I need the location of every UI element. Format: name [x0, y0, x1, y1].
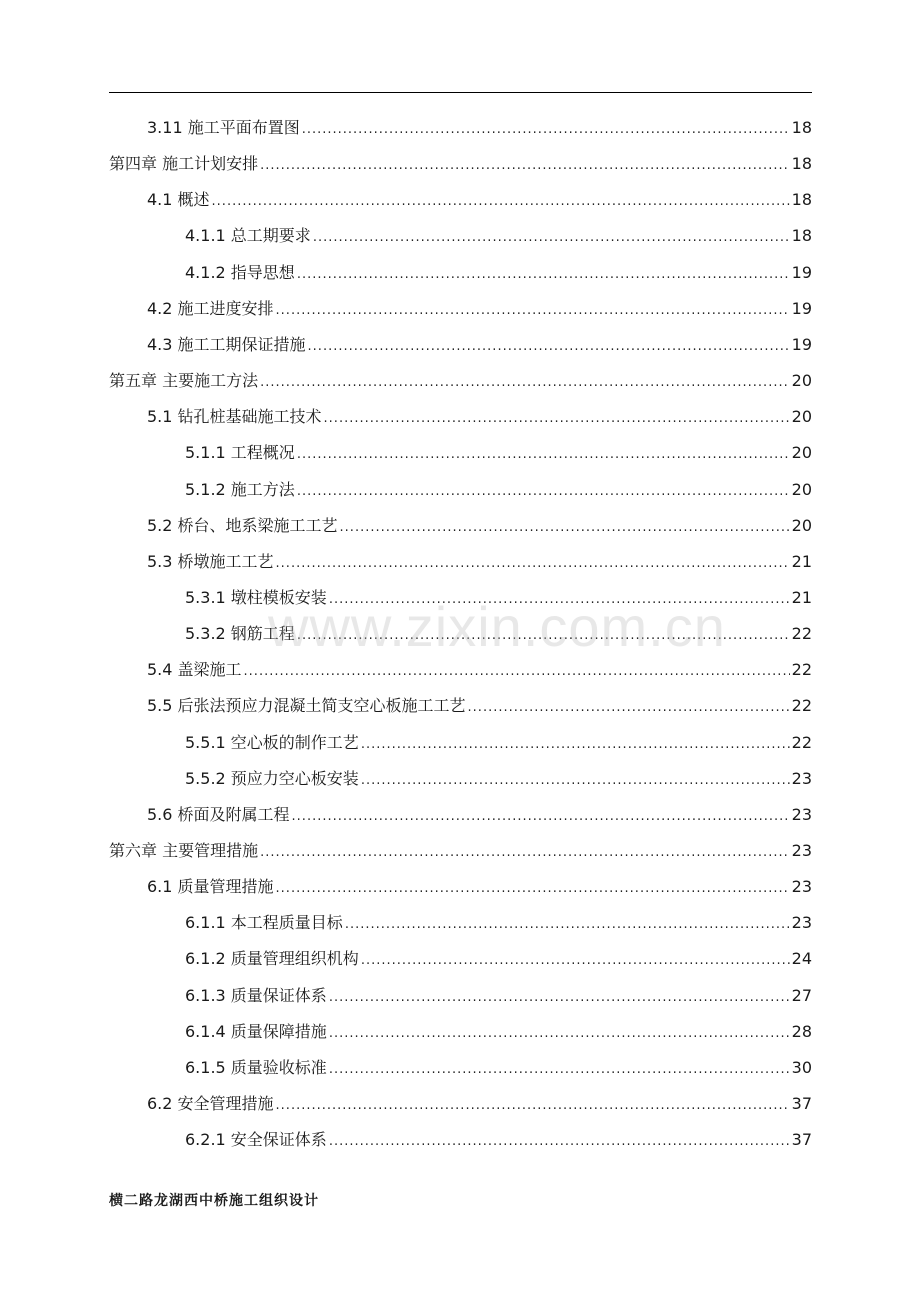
- toc-dot-leader: [260, 839, 790, 867]
- toc-entry-label: 6.2.1 安全保证体系: [185, 1130, 327, 1150]
- toc-entry[interactable]: [147, 548, 812, 576]
- toc-dot-leader: [292, 803, 790, 831]
- toc-entry-label: 5.1 钻孔桩基础施工技术: [147, 407, 322, 427]
- toc-entry-label: 5.4 盖梁施工: [147, 660, 242, 680]
- toc-entry[interactable]: [147, 692, 812, 720]
- toc-entry[interactable]: [185, 620, 812, 648]
- toc-dot-leader: [244, 658, 790, 686]
- toc-entry-label: 3.11 施工平面布置图: [147, 118, 300, 137]
- toc-entry-label: 5.1.2 施工方法: [185, 479, 295, 499]
- toc-entry[interactable]: [147, 186, 812, 214]
- toc-entry-page-number: 28: [791, 1021, 812, 1041]
- toc-dot-leader: [212, 188, 790, 216]
- toc-entry-page-number: 23: [791, 913, 812, 933]
- toc-entry-label: 5.1.1 工程概况: [185, 443, 295, 463]
- toc-dot-leader: [297, 478, 790, 506]
- toc-entry-label: 6.1.2 质量管理组织机构: [185, 949, 359, 969]
- toc-entry-label: 4.1.2 指导思想: [185, 262, 295, 282]
- toc-dot-leader: [297, 622, 790, 650]
- toc-entry[interactable]: [147, 1090, 812, 1118]
- toc-entry[interactable]: [185, 1054, 812, 1082]
- footer-title: 横二路龙湖西中桥施工组织设计: [109, 1193, 319, 1209]
- toc-entry-page-number: 21: [791, 587, 812, 607]
- toc-entry-page-number: 23: [791, 841, 812, 860]
- toc-entry-label: 第五章 主要施工方法: [109, 371, 259, 391]
- toc-entry[interactable]: [147, 656, 812, 684]
- toc-entry-page-number: 20: [791, 443, 812, 463]
- toc-entry-page-number: 18: [791, 118, 812, 137]
- toc-dot-leader: [324, 405, 790, 433]
- toc-entry[interactable]: [147, 512, 812, 540]
- toc-entry-page-number: 30: [791, 1057, 812, 1077]
- toc-dot-leader: [340, 514, 790, 542]
- toc-entry-page-number: 20: [791, 515, 812, 535]
- toc-entry-label: 6.1.4 质量保障措施: [185, 1021, 327, 1041]
- toc-entry[interactable]: [185, 439, 812, 467]
- toc-entry[interactable]: [185, 1018, 812, 1046]
- toc-dot-leader: [468, 694, 790, 722]
- toc-entry-page-number: 21: [791, 551, 812, 571]
- toc-dot-leader: [329, 1128, 790, 1156]
- toc-entry-page-number: 20: [791, 371, 812, 391]
- toc-entry[interactable]: [147, 403, 812, 431]
- toc-entry-label: 第四章 施工计划安排: [109, 154, 259, 174]
- toc-entry[interactable]: [147, 873, 812, 901]
- toc-entry-page-number: 19: [791, 334, 812, 354]
- toc-dot-leader: [302, 116, 790, 144]
- toc-dot-leader: [276, 550, 790, 578]
- toc-entry-page-number: 19: [791, 262, 812, 282]
- toc-entry-page-number: 18: [791, 154, 812, 174]
- toc-dot-leader: [329, 1056, 790, 1084]
- toc-entry[interactable]: [147, 331, 812, 359]
- toc-entry-label: 6.1.1 本工程质量目标: [185, 913, 343, 933]
- toc-entry-label: 4.2 施工进度安排: [147, 298, 274, 318]
- toc-entry-label: 5.5 后张法预应力混凝土简支空心板施工工艺: [147, 696, 466, 716]
- toc-entry[interactable]: [147, 114, 812, 142]
- toc-dot-leader: [276, 297, 790, 325]
- toc-entry-page-number: 20: [791, 407, 812, 427]
- toc-entry[interactable]: [185, 1126, 812, 1154]
- toc-entry-label: 5.3.1 墩柱模板安装: [185, 587, 327, 607]
- toc-dot-leader: [276, 1092, 790, 1120]
- toc-entry-page-number: 23: [791, 877, 812, 897]
- toc-entry[interactable]: [109, 150, 812, 178]
- toc-dot-leader: [260, 369, 790, 397]
- toc-dot-leader: [361, 947, 790, 975]
- toc-entry-page-number: 37: [791, 1130, 812, 1150]
- toc-dot-leader: [276, 875, 790, 903]
- toc-entry[interactable]: [185, 982, 812, 1010]
- toc-entry-page-number: 18: [791, 190, 812, 210]
- toc-dot-leader: [297, 441, 790, 469]
- toc-entry-label: 6.1 质量管理措施: [147, 877, 274, 897]
- toc-entry-page-number: 23: [791, 804, 812, 824]
- toc-entry-page-number: 22: [791, 732, 812, 752]
- watermark: www.zixin.com.cn: [268, 595, 726, 658]
- toc-entry[interactable]: [147, 295, 812, 323]
- toc-entry-label: 4.1 概述: [147, 190, 210, 210]
- toc-entry-page-number: 22: [791, 696, 812, 716]
- toc-dot-leader: [313, 224, 790, 252]
- toc-entry[interactable]: [185, 945, 812, 973]
- toc-entry-label: 6.1.3 质量保证体系: [185, 985, 327, 1005]
- toc-entry[interactable]: [109, 367, 812, 395]
- toc-dot-leader: [329, 984, 790, 1012]
- toc-dot-leader: [361, 767, 790, 795]
- toc-entry-label: 5.3.2 钢筋工程: [185, 624, 295, 644]
- toc-entry-page-number: 22: [791, 624, 812, 644]
- header-rule: [109, 92, 812, 93]
- toc-entry-page-number: 24: [791, 949, 812, 969]
- toc-entry-page-number: 19: [791, 298, 812, 318]
- toc-entry-label: 5.6 桥面及附属工程: [147, 804, 290, 824]
- toc-dot-leader: [260, 152, 790, 180]
- toc-dot-leader: [329, 586, 790, 614]
- toc-entry-label: 5.5.2 预应力空心板安装: [185, 768, 359, 788]
- toc-entry-page-number: 23: [791, 768, 812, 788]
- toc-entry[interactable]: [185, 729, 812, 757]
- toc-entry[interactable]: [185, 909, 812, 937]
- toc-entry-label: 6.2 安全管理措施: [147, 1094, 274, 1114]
- toc-entry-page-number: 22: [791, 660, 812, 680]
- toc-entry-label: 4.1.1 总工期要求: [185, 226, 311, 246]
- toc-entry-label: 第六章 主要管理措施: [109, 841, 259, 860]
- toc-entry[interactable]: [109, 837, 812, 865]
- toc-dot-leader: [345, 911, 790, 939]
- toc-entry-label: 5.3 桥墩施工工艺: [147, 551, 274, 571]
- toc-dot-leader: [361, 731, 790, 759]
- toc-entry-label: 6.1.5 质量验收标准: [185, 1057, 327, 1077]
- toc-dot-leader: [329, 1020, 790, 1048]
- toc-entry-page-number: 18: [791, 226, 812, 246]
- toc-entry-page-number: 37: [791, 1094, 812, 1114]
- toc-entry[interactable]: [185, 765, 812, 793]
- toc-entry[interactable]: [185, 584, 812, 612]
- toc-entry-label: 5.5.1 空心板的制作工艺: [185, 732, 359, 752]
- toc-entry[interactable]: [185, 476, 812, 504]
- toc-entry[interactable]: [147, 801, 812, 829]
- toc-entry-label: 5.2 桥台、地系梁施工工艺: [147, 515, 338, 535]
- toc-dot-leader: [308, 333, 790, 361]
- toc-entry-page-number: 20: [791, 479, 812, 499]
- toc-dot-leader: [297, 261, 790, 289]
- toc-entry[interactable]: [185, 259, 812, 287]
- toc-entry-page-number: 27: [791, 985, 812, 1005]
- toc-entry[interactable]: [185, 222, 812, 250]
- toc-entry-label: 4.3 施工工期保证措施: [147, 334, 306, 354]
